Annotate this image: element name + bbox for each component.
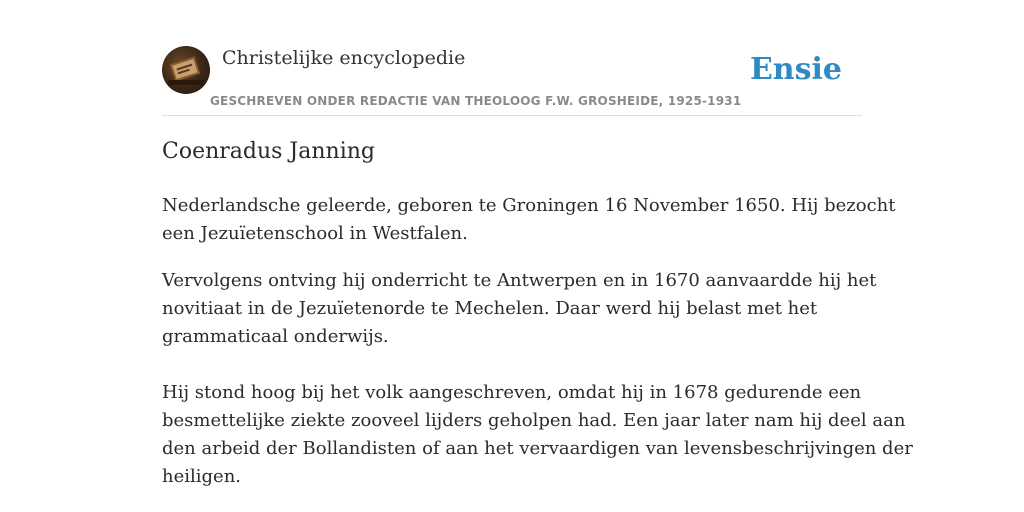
brand-logo[interactable]: Ensie: [749, 52, 842, 87]
paragraph-line: Vervolgens ontving hij onderricht te Antwerpen en in 1670 aanvaardde hij het: [162, 270, 877, 291]
site-header: [162, 46, 862, 116]
paragraph-line: een Jezuïetenschool in Westfalen.: [162, 223, 468, 244]
paragraph-line: den arbeid der Bollandisten of aan het vervaardigen van levensbeschrijvingen der: [162, 438, 913, 459]
article-paragraph-2: [162, 267, 877, 351]
paragraph-line: novitiaat in de Jezuïetenorde te Mechelen. Daar werd hij belast met het: [162, 298, 818, 319]
article-paragraph-3: [162, 379, 913, 491]
book-icon: [162, 46, 210, 94]
site-title[interactable]: Christelijke encyclopedie: [222, 47, 466, 69]
paragraph-line: grammaticaal onderwijs.: [162, 326, 389, 347]
site-subtitle: GESCHREVEN ONDER REDACTIE VAN THEOLOOG F.W. GROSHEIDE, 1925-1931: [210, 94, 742, 108]
paragraph-line: heiligen.: [162, 466, 242, 487]
article-title: Coenradus Janning: [162, 139, 375, 164]
paragraph-line: Hij stond hoog bij het volk aangeschreven, omdat hij in 1678 gedurende een: [162, 382, 862, 403]
paragraph-line: Nederlandsche geleerde, geboren te Groningen 16 November 1650. Hij bezocht: [162, 195, 896, 216]
article-paragraph-1: [162, 192, 896, 248]
site-avatar[interactable]: [162, 46, 210, 94]
paragraph-line: besmettelijke ziekte zooveel lijders geholpen had. Een jaar later nam hij deel aan: [162, 410, 906, 431]
header-divider: [162, 115, 862, 116]
